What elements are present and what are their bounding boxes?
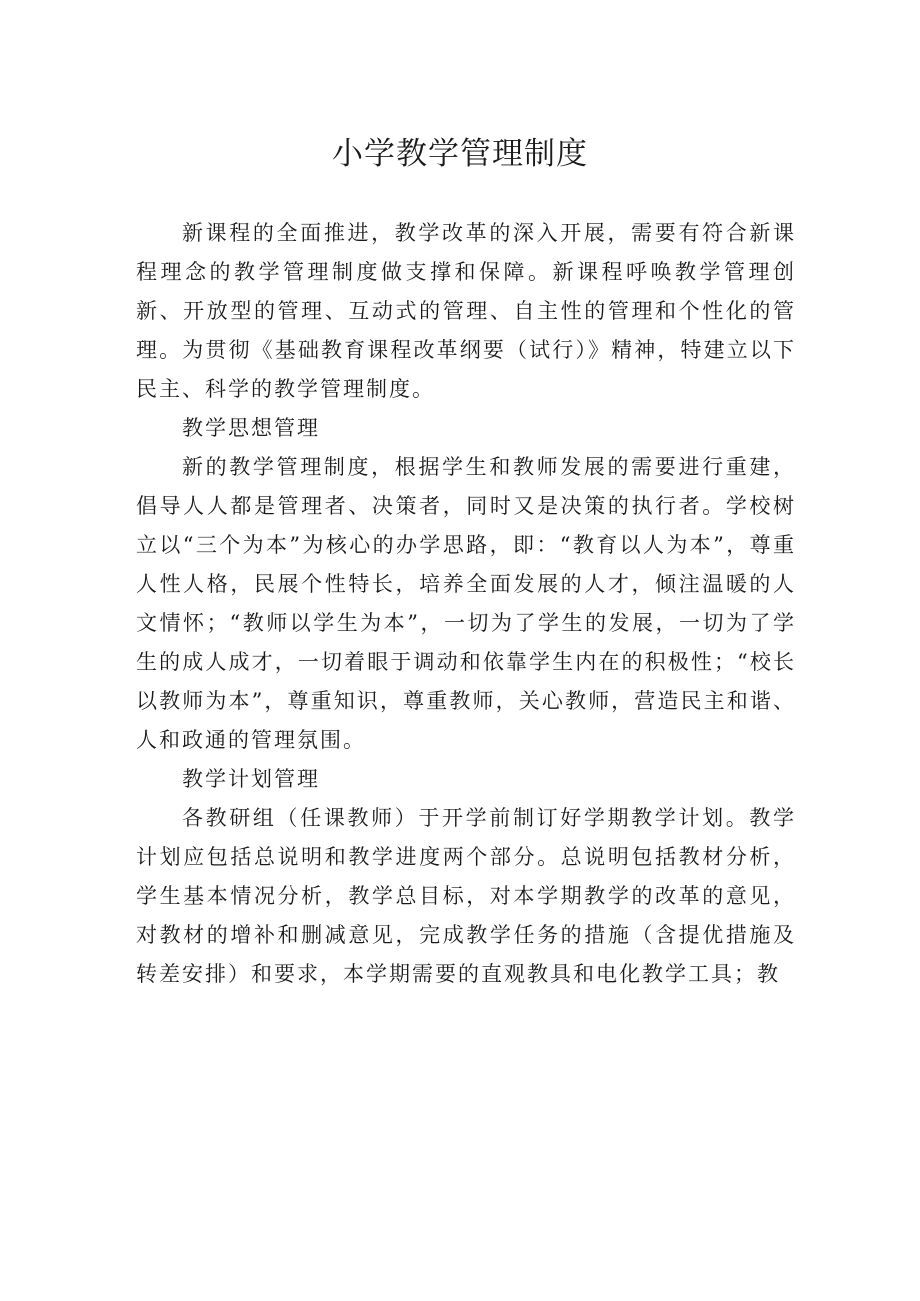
teaching-philosophy-paragraph: 新的教学管理制度，根据学生和教师发展的需要进行重建，倡导人人都是管理者、决策者，同时又是决策的执行者。学校树立以“三个为本”为核心的办学思路，即：“教育以人为本”，尊重人性人格，民展个性特长，培养全面发展的人才，倾注温暖的人文情怀；“教师以学生为本”，一切为了学生的发展，一切为了学生的成人成才，一切着眼于调动和依靠学生内在的积极性；“校长以教师为本”，尊重知识，尊重教师，关心教师，营造民主和谐、人和政通的管理氛围。 (136, 455, 796, 752)
teaching-plan-paragraph: 各教研组（任课教师）于开学前制订好学期教学计划。教学计划应包括总说明和教学进度两个部分。总说明包括教材分析，学生基本情况分析，教学总目标，对本学期教学的改革的意见，对教材的增补和删减意见，完成教学任务的措施（含提优措施及转差安排）和要求，本学期需要的直观教具和电化教学工具；教 (136, 806, 796, 986)
document-body (136, 214, 796, 994)
intro-paragraph: 新课程的全面推进，教学改革的深入开展，需要有符合新课程理念的教学管理制度做支撑和保障。新课程呼唤教学管理创新、开放型的管理、互动式的管理、自主性的管理和个性化的管理。为贯彻《基础教育课程改革纲要（试行）》精神，特建立以下民主、科学的教学管理制度。 (136, 221, 796, 401)
section-heading-teaching-philosophy: 教学思想管理 (182, 416, 320, 440)
document-title: 小学教学管理制度 (332, 136, 588, 172)
section-heading-teaching-plan: 教学计划管理 (182, 767, 320, 791)
